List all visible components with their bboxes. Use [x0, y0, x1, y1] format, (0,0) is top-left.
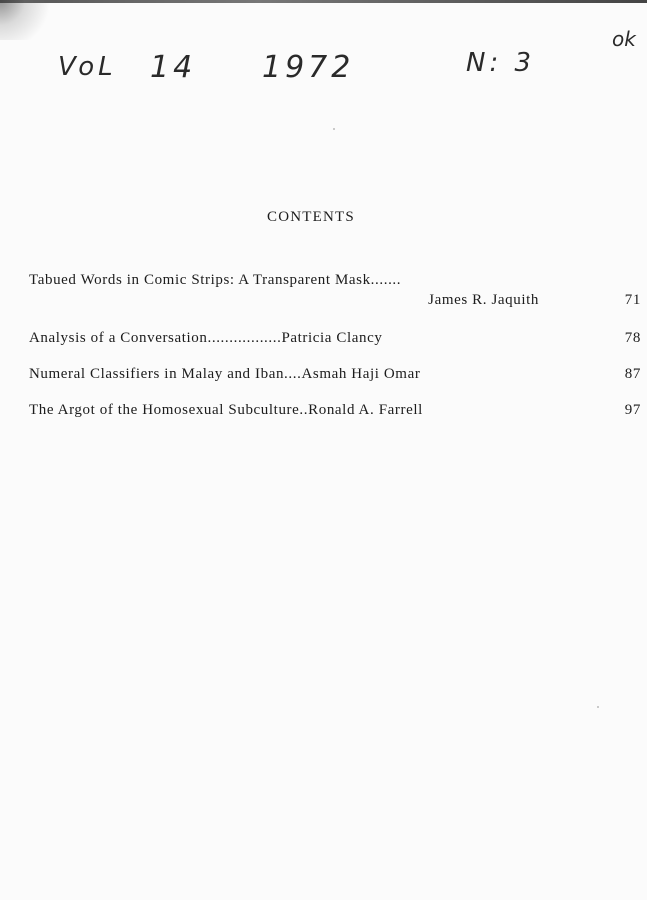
- handwritten-volume: VoL: [58, 52, 117, 82]
- toc-entry-page: 87: [624, 366, 641, 382]
- toc-entry: [29, 364, 641, 400]
- handwritten-issue: N: 3: [466, 48, 536, 78]
- toc-entry-title: Analysis of a Conversation.................: [29, 330, 282, 346]
- toc-entry-title: The Argot of the Homosexual Subculture..: [29, 402, 309, 418]
- toc-entry-line: [29, 364, 539, 384]
- handwritten-check-mark: ok: [612, 27, 636, 51]
- scan-speck: [333, 128, 335, 130]
- toc-entry-author: Ronald A. Farrell: [308, 402, 423, 418]
- scan-speck: [597, 706, 599, 708]
- toc-entry-author: Patricia Clancy: [281, 330, 383, 346]
- handwritten-volume-number: 14: [150, 50, 197, 85]
- handwritten-year: 1972: [262, 50, 355, 85]
- toc-entry: [29, 270, 641, 328]
- contents-heading: CONTENTS: [267, 209, 355, 225]
- toc-entry-author: James R. Jaquith: [428, 292, 539, 308]
- toc-entry: [29, 400, 641, 436]
- toc-entry-title: Numeral Classifiers in Malay and Iban....: [29, 366, 302, 382]
- toc-entry-page: 97: [624, 402, 641, 418]
- toc-entry: [29, 328, 641, 364]
- toc-entry-page: 78: [624, 330, 641, 346]
- toc-entry-line: [29, 328, 539, 348]
- toc-entry-author: Asmah Haji Omar: [301, 366, 421, 382]
- toc-entry-line: [29, 400, 539, 420]
- table-of-contents: [29, 270, 641, 436]
- toc-entry-title: Tabued Words in Comic Strips: A Transparent Mask.......: [29, 272, 402, 288]
- handwritten-annotation: [0, 0, 647, 120]
- toc-entry-page: 71: [624, 292, 641, 308]
